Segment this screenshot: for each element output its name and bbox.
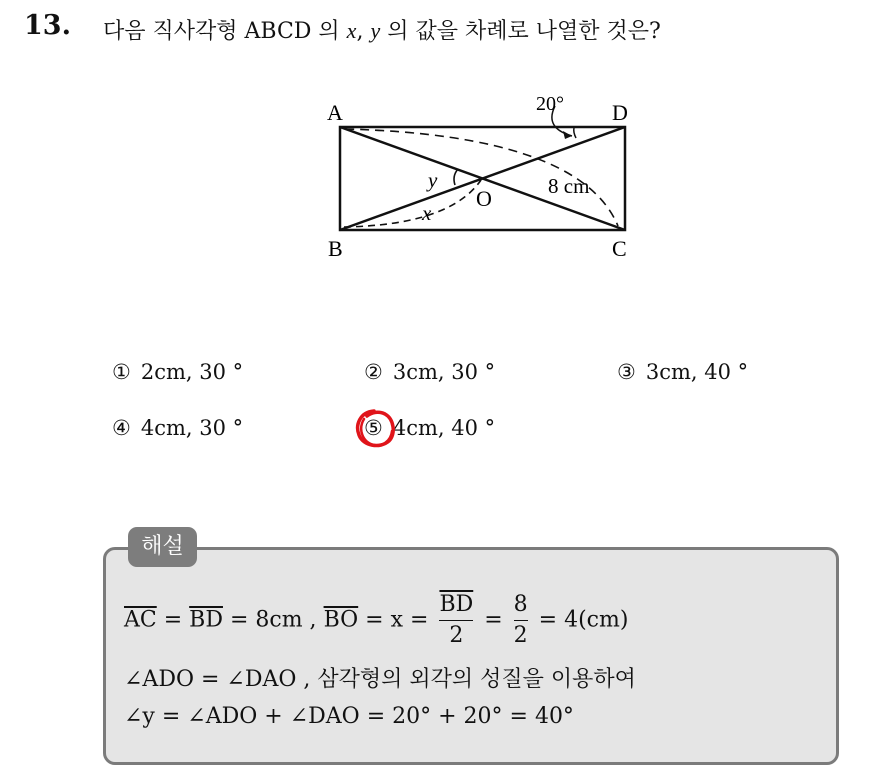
label-d: D bbox=[612, 100, 628, 125]
question-text bbox=[103, 14, 661, 45]
choice-1[interactable] bbox=[112, 360, 243, 384]
label-b: B bbox=[328, 236, 343, 261]
question-text-after: 의 값을 차례로 나열한 것은? bbox=[380, 19, 661, 44]
explanation-box bbox=[103, 547, 839, 765]
choice-4-number: ④ bbox=[112, 416, 131, 440]
eq-4: = bbox=[477, 607, 510, 633]
question-comma: , bbox=[356, 19, 371, 44]
question-number: 13. bbox=[24, 10, 71, 41]
eq-3: = x = bbox=[358, 607, 436, 633]
choice-5-number: ⑤ bbox=[364, 416, 383, 440]
choice-2[interactable] bbox=[364, 360, 495, 384]
label-x: x bbox=[422, 201, 432, 225]
choice-3[interactable] bbox=[617, 360, 748, 384]
label-c: C bbox=[612, 236, 627, 261]
variable-x: x bbox=[346, 18, 357, 43]
choice-1-number: ① bbox=[112, 360, 131, 384]
eq-1: = bbox=[156, 607, 190, 633]
explanation-line-3: ∠y = ∠ADO + ∠DAO = 20° + 20° = 40° bbox=[124, 704, 574, 729]
answer-circle-mark bbox=[352, 405, 398, 451]
segment-bd: $\overline{BD}$ bbox=[189, 607, 223, 633]
choice-2-number: ② bbox=[364, 360, 383, 384]
mark-stroke-inner bbox=[361, 419, 392, 445]
fraction-8-over-2 bbox=[514, 590, 528, 651]
explanation-line-2: ∠ADO = ∠DAO , 삼각형의 외각의 성질을 이용하여 bbox=[124, 667, 636, 692]
choice-4[interactable] bbox=[112, 416, 243, 440]
segment-bo: $\overline{BO}$ bbox=[323, 607, 359, 633]
label-8cm: 8 cm bbox=[548, 174, 590, 198]
choice-3-text: 3cm, 40 ° bbox=[645, 360, 749, 384]
fraction-2-denominator: 2 bbox=[513, 623, 528, 648]
choice-5-text: 4cm, 40 ° bbox=[392, 416, 496, 440]
rectangle-figure bbox=[300, 80, 640, 270]
choice-3-number: ③ bbox=[617, 360, 636, 384]
choice-4-text: 4cm, 30 ° bbox=[140, 416, 244, 440]
fraction-bd-over-2 bbox=[439, 590, 473, 651]
choice-1-text: 2cm, 30 ° bbox=[140, 360, 244, 384]
eq-5: = 4(cm) bbox=[531, 607, 629, 633]
angle-arc-y bbox=[454, 169, 458, 185]
explanation-tab: 해설 bbox=[128, 527, 197, 567]
fraction-1-numerator: $\overline{BD}$ bbox=[439, 590, 473, 621]
label-angle-20: 20° bbox=[536, 93, 564, 115]
label-o: O bbox=[476, 186, 492, 211]
explanation-line-1 bbox=[124, 590, 628, 651]
angle-arc-20 bbox=[574, 128, 576, 138]
fraction-2-numerator: 8 bbox=[514, 590, 528, 621]
segment-ac: $\overline{AC}$ bbox=[124, 607, 157, 633]
choice-2-text: 3cm, 30 ° bbox=[392, 360, 496, 384]
question-text-before: 다음 직사각형 ABCD 의 bbox=[103, 19, 347, 44]
eq-2: = 8cm , bbox=[222, 607, 324, 633]
variable-y: y bbox=[370, 18, 381, 43]
fraction-1-denominator: 2 bbox=[449, 623, 464, 648]
label-y: y bbox=[428, 168, 438, 192]
label-a: A bbox=[327, 100, 343, 125]
